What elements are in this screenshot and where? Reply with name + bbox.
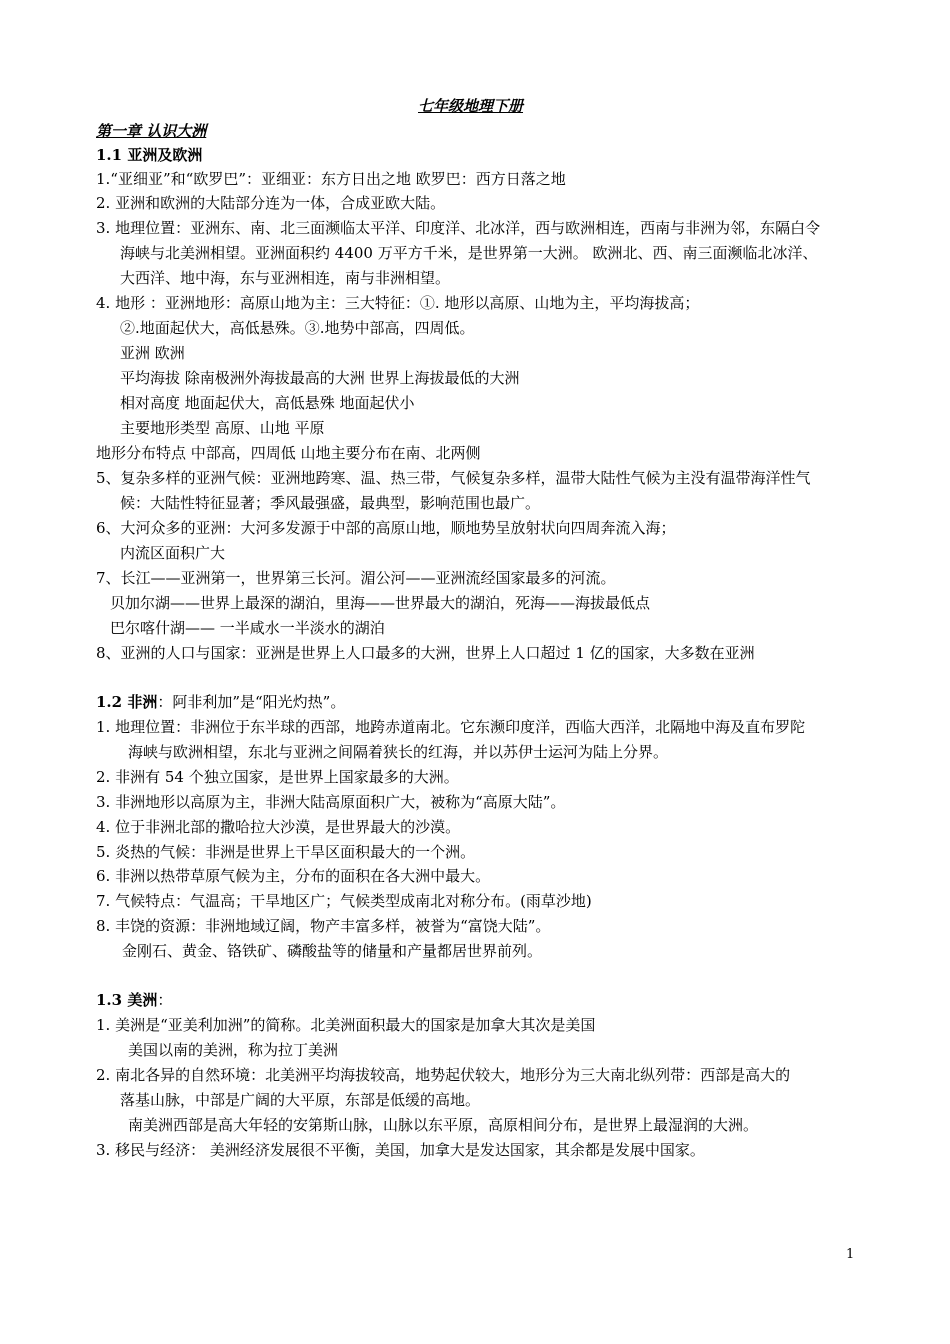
- section-heading-line: [96, 692, 345, 712]
- text-line: 1.“亚细亚”和“欧罗巴”：亚细亚：东方日出之地 欧罗巴：西方日落之地: [96, 170, 566, 188]
- text-line: 4. 位于非洲北部的撒哈拉大沙漠，是世界最大的沙漠。: [96, 818, 461, 836]
- text-line: 地形分布特点 中部高，四周低 山地主要分布在南、北两侧: [96, 444, 481, 462]
- text-line: 6. 非洲以热带草原气候为主，分布的面积在各大洲中最大。: [96, 867, 491, 885]
- text-line: 平均海拔 除南极洲外海拔最高的大洲 世界上海拔最低的大洲: [120, 369, 520, 387]
- text-line: 3. 非洲地形以高原为主，非洲大陆高原面积广大，被称为“高原大陆”。: [96, 793, 566, 811]
- text-line: 7. 气候特点：气温高；干旱地区广；气候类型成南北对称分布。(雨草沙地): [96, 892, 592, 910]
- text-line: 候：大陆性特征显著；季风最强盛，最典型，影响范围也最广。: [120, 494, 541, 512]
- document-title: 七年级地理下册: [418, 97, 524, 115]
- text-line: 金刚石、黄金、铬铁矿、磷酸盐等的储量和产量都居世界前列。: [122, 942, 543, 960]
- text-line: 内流区面积广大: [120, 544, 226, 562]
- text-line: 8、亚洲的人口与国家：亚洲是世界上人口最多的大洲，世界上人口超过 1 亿的国家，大多数在亚洲: [96, 644, 755, 662]
- text-line: ②.地面起伏大，高低悬殊。③.地势中部高，四周低。: [120, 319, 475, 337]
- text-line: 3. 地理位置：亚洲东、南、北三面濒临太平洋、印度洋、北冰洋，西与欧洲相连，西南与非洲为邻，东隔白令: [96, 219, 821, 237]
- section-heading-suffix: ：阿非利加”是“阳光灼热”。: [157, 693, 346, 711]
- text-line: 2. 非洲有 54 个独立国家，是世界上国家最多的大洲。: [96, 768, 459, 786]
- section-heading-line: [96, 990, 172, 1010]
- text-line: 5、复杂多样的亚洲气候：亚洲地跨寒、温、热三带，气候复杂多样，温带大陆性气候为主没有温带海洋性气: [96, 469, 811, 487]
- text-line: 美国以南的美洲，称为拉丁美洲: [128, 1041, 339, 1059]
- section-heading: 1.3 美洲: [96, 991, 158, 1009]
- text-line: 贝加尔湖——世界上最深的湖泊，里海——世界最大的湖泊，死海——海拔最低点: [110, 594, 651, 612]
- text-line: 落基山脉，中部是广阔的大平原，东部是低缓的高地。: [120, 1091, 481, 1109]
- text-line: 8. 丰饶的资源：非洲地域辽阔，物产丰富多样，被誉为“富饶大陆”。: [96, 917, 551, 935]
- chapter-heading: 第一章 认识大洲: [96, 122, 207, 140]
- text-line: 海峡与北美洲相望。亚洲面积约 4400 万平方千米，是世界第一大洲。 欧洲北、西、南三面濒临北冰洋、: [120, 244, 818, 262]
- page-number: 1: [846, 1247, 855, 1262]
- text-line: 巴尔喀什湖—— 一半咸水一半淡水的湖泊: [110, 619, 385, 637]
- text-line: 5. 炎热的气候：非洲是世界上干旱区面积最大的一个洲。: [96, 843, 476, 861]
- text-line: 海峡与欧洲相望，东北与亚洲之间隔着狭长的红海，并以苏伊士运河为陆上分界。: [128, 743, 669, 761]
- text-line: 2. 亚洲和欧洲的大陆部分连为一体，合成亚欧大陆。: [96, 194, 446, 212]
- text-line: 1. 美洲是“亚美利加洲”的简称。北美洲面积最大的国家是加拿大其次是美国: [96, 1016, 596, 1034]
- text-line: 大西洋、地中海，东与亚洲相连，南与非洲相望。: [120, 269, 451, 287]
- text-line: 6、大河众多的亚洲：大河多发源于中部的高原山地，顺地势呈放射状向四周奔流入海；: [96, 519, 676, 537]
- text-line: 3. 移民与经济： 美洲经济发展很不平衡，美国，加拿大是发达国家，其余都是发展中国家。: [96, 1141, 705, 1159]
- section-heading: 1.1 亚洲及欧洲: [96, 146, 203, 164]
- text-line: 南美洲西部是高大年轻的安第斯山脉，山脉以东平原，高原相间分布，是世界上最湿润的大洲。: [128, 1116, 759, 1134]
- text-line: 4. 地形 ：亚洲地形：高原山地为主：三大特征：①. 地形以高原、山地为主，平均海拔高；: [96, 294, 700, 312]
- section-heading-suffix: ：: [157, 991, 173, 1009]
- text-line: 7、长江——亚洲第一，世界第三长河。湄公河——亚洲流经国家最多的河流。: [96, 569, 616, 587]
- text-line: 1. 地理位置：非洲位于东半球的西部，地跨赤道南北。它东濒印度洋，西临大西洋，北隔地中海及直布罗陀: [96, 718, 806, 736]
- section-heading: 1.2 非洲: [96, 693, 158, 711]
- text-line: 主要地形类型 高原、山地 平原: [120, 419, 325, 437]
- text-line: 相对高度 地面起伏大，高低悬殊 地面起伏小: [120, 394, 415, 412]
- text-line: 亚洲 欧洲: [120, 344, 185, 362]
- text-line: 2. 南北各异的自然环境：北美洲平均海拔较高，地势起伏较大，地形分为三大南北纵列带：西部是高大的: [96, 1066, 791, 1084]
